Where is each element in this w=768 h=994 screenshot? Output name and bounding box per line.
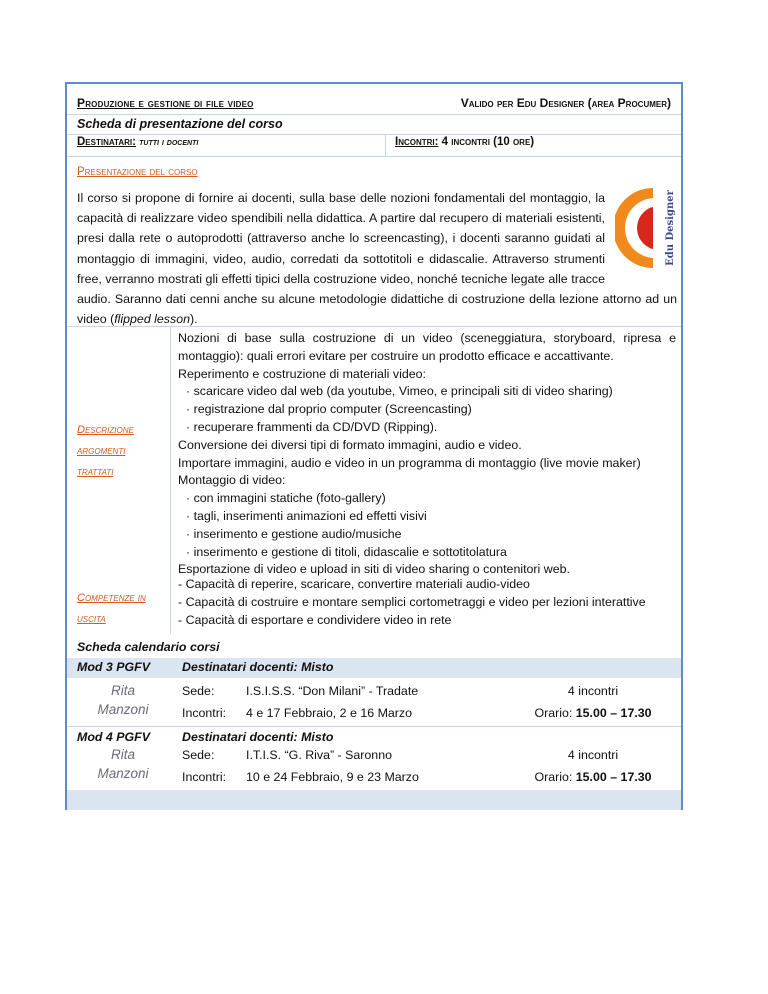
list-item: · recuperare frammenti da CD/DVD (Ripping).	[186, 419, 438, 434]
list-item: · registrazione dal proprio computer (Screencasting)	[186, 402, 472, 417]
incontri-label: Incontri:	[182, 770, 227, 784]
presentation-text	[77, 188, 677, 329]
schedule-time: 15.00 – 17.30	[575, 770, 652, 784]
schedule-label: Orario:	[534, 706, 573, 720]
divider	[67, 726, 681, 727]
label-line: Competenze in	[77, 592, 146, 604]
validity-note: Valido per Edu Designer (area Procumer)	[460, 96, 671, 110]
list-item: - Capacità di costruire e montare semplici cortometraggi e video per lezioni interattive	[178, 594, 646, 609]
divider	[67, 114, 681, 115]
list-item: - Capacità di reperire, scaricare, convertire materiali audio-video	[178, 577, 530, 591]
teacher-first: Rita	[110, 683, 135, 698]
descrizione-label	[77, 420, 134, 483]
logo-text: Edu Designer	[665, 190, 676, 266]
schedule	[513, 770, 673, 784]
list-item: · con immagini statiche (foto-gallery)	[186, 491, 386, 506]
schedule-label: Orario:	[534, 770, 573, 784]
list-item: Montaggio di video:	[178, 473, 286, 488]
sheet-subtitle: Scheda di presentazione del corso	[77, 117, 283, 131]
competenze-label	[77, 588, 146, 630]
presentation-heading: Presentazione del corso	[77, 166, 198, 178]
list-item: Importare immagini, audio e video in un programma di montaggio (live movie maker)	[178, 455, 641, 470]
list-item: · scaricare video dal web (da youtube, Vimeo, e principali siti di video sharing)	[186, 384, 613, 399]
incontri-label: Incontri:	[395, 136, 439, 148]
label-line: uscita	[77, 613, 106, 625]
course-title: Produzione e gestione di file video	[77, 96, 254, 110]
divider	[67, 326, 681, 327]
teacher-first: Rita	[110, 747, 135, 762]
label-line: trattati	[77, 466, 114, 478]
meeting-count: 4 incontri	[567, 748, 619, 762]
destinatari-value: tutti i docenti	[139, 136, 199, 148]
incontri-label: Incontri:	[182, 706, 227, 720]
sede-value: I.S.I.S.S. “Don Milani” - Tradate	[246, 684, 419, 698]
teacher-name	[77, 745, 169, 783]
module-code: Mod 4 PGFV	[77, 730, 150, 744]
list-item: Reperimento e costruzione di materiali video:	[178, 366, 426, 381]
divider	[385, 134, 386, 156]
sede-label: Sede:	[182, 748, 215, 762]
presentation-body: Il corso si propone di fornire ai docenti, sulla base delle nozioni fondamentali del montaggio, la capacità di realizzare video spendibili nella didattica. A partire dal recupero di materiali esistenti, presi dalla rete o autoprodotti (attraverso anche lo screencasting), i docenti saranno guidati al montaggio di immagini, video, audio, corredati da sottotitoli e didascalie. Attraverso strumenti free, verranno mostrati gli effetti tipici della costruzione video, nonché tecniche legate alle tracce audio. Saranno dati cenni anche su alcune metodologie didattiche di costruzione della lezione attorno ad un video (	[77, 191, 677, 327]
list-item: · tagli, inserimenti animazioni ed effetti visivi	[186, 508, 427, 523]
label-line: Descrizione	[77, 424, 134, 436]
presentation-emphasis: flipped lesson	[114, 312, 190, 327]
divider	[170, 326, 171, 634]
teacher-name	[77, 681, 169, 719]
course-sheet	[65, 82, 683, 810]
destinatari-label: Destinatari:	[77, 136, 136, 148]
sede-value: I.T.I.S. “G. Riva” - Saronno	[246, 748, 392, 762]
sede-label: Sede:	[182, 684, 215, 698]
meeting-count: 4 incontri	[567, 684, 619, 698]
incontri-dates: 10 e 24 Febbraio, 9 e 23 Marzo	[246, 770, 419, 784]
schedule-time: 15.00 – 17.30	[575, 706, 652, 720]
list-item: Nozioni di base sulla costruzione di un video (sceneggiatura, storyboard, ripresa e montaggio): quali errori evitare per costruire un prodotto efficace e accattivante.	[178, 331, 676, 363]
teacher-last: Manzoni	[97, 702, 149, 717]
presentation-end: ).	[189, 312, 198, 327]
divider	[67, 156, 681, 157]
teacher-last: Manzoni	[97, 766, 149, 781]
footer-band	[67, 790, 681, 810]
list-item: - Capacità di esportare e condividere video in rete	[178, 612, 452, 627]
course-header	[67, 658, 681, 678]
list-item: · inserimento e gestione di titoli, didascalie e sottotitolatura	[186, 544, 507, 559]
argomenti-list	[178, 330, 676, 579]
list-item: · inserimento e gestione audio/musiche	[186, 526, 402, 541]
schedule	[513, 706, 673, 720]
calendar-heading: Scheda calendario corsi	[77, 640, 220, 654]
destinatari-field	[77, 136, 198, 148]
module-code: Mod 3 PGFV	[77, 660, 150, 674]
course-audience: Destinatari docenti: Misto	[182, 730, 334, 744]
competenze-list	[178, 576, 676, 629]
list-item: Conversione dei diversi tipi di formato immagini, audio e video.	[178, 437, 522, 452]
incontri-dates: 4 e 17 Febbraio, 2 e 16 Marzo	[246, 706, 412, 720]
incontri-field	[395, 136, 534, 148]
label-line: argomenti	[77, 445, 126, 457]
divider	[67, 134, 681, 135]
edu-designer-logo	[615, 180, 681, 280]
course-audience: Destinatari docenti: Misto	[182, 660, 334, 674]
list-item: Esportazione di video e upload in siti di video sharing o contenitori web.	[178, 562, 570, 577]
incontri-value: 4 incontri (10 ore)	[441, 136, 535, 148]
